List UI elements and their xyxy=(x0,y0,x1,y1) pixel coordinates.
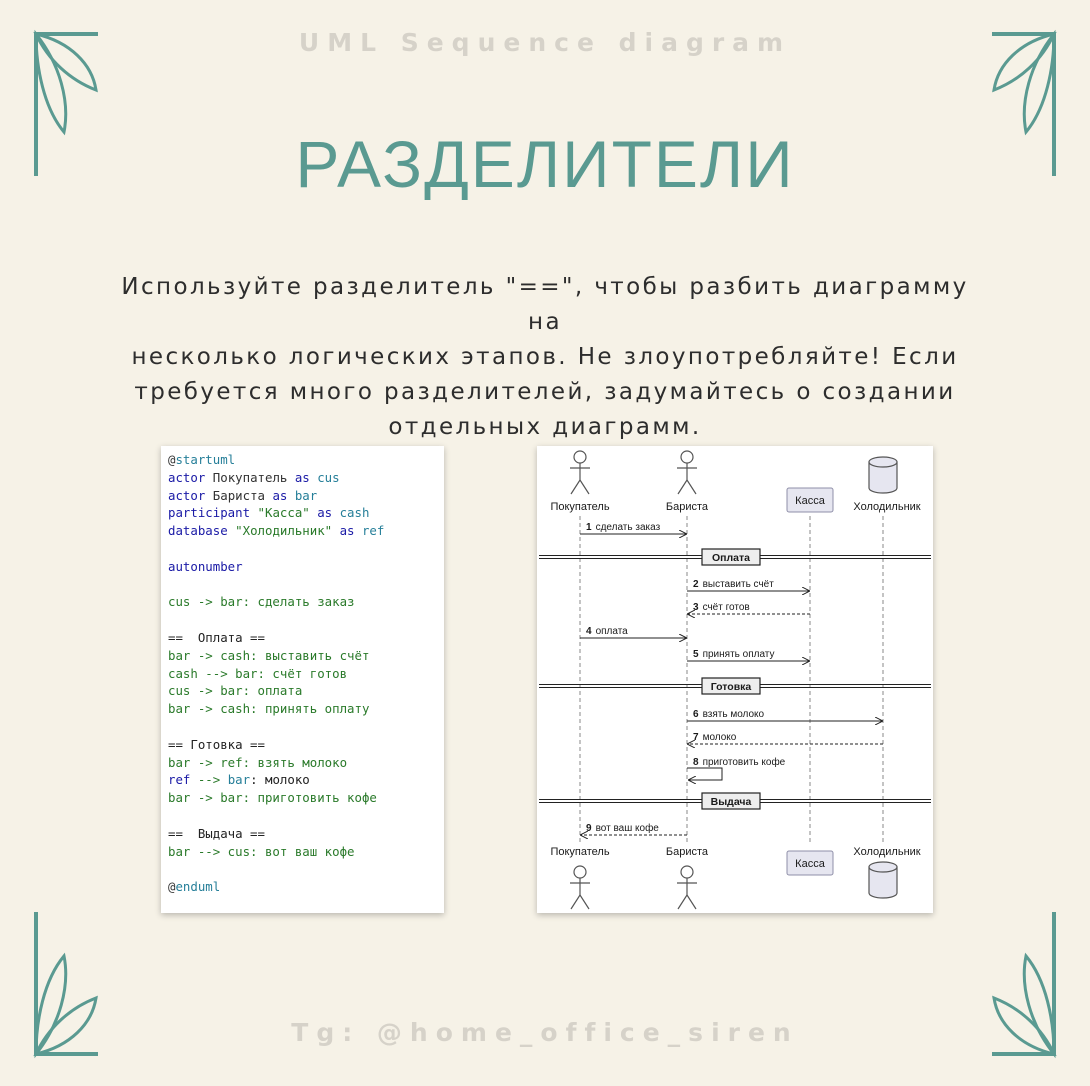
code-line xyxy=(168,523,384,539)
divider-label: Оплата xyxy=(711,552,751,564)
actor-legs xyxy=(678,895,696,909)
participant-label-bar: Бариста xyxy=(665,846,709,858)
code-token: bar -> cash: выставить счёт xyxy=(168,647,370,663)
code-line xyxy=(168,844,355,860)
message-number: 1 xyxy=(586,522,592,533)
message-label xyxy=(693,649,774,660)
message-text: вот ваш кофе xyxy=(595,823,659,834)
message-number: 7 xyxy=(693,732,699,743)
code-line xyxy=(168,488,317,504)
code-line xyxy=(168,666,347,682)
code-line xyxy=(168,452,235,468)
message-number: 4 xyxy=(586,626,592,637)
footer-handle: Tg: @home_office_siren xyxy=(291,1018,799,1047)
code-token: --> xyxy=(190,772,228,788)
intro-line: Используйте разделитель "==", чтобы разбить диаграмму на xyxy=(121,274,969,335)
message-text: оплата xyxy=(595,626,628,637)
code-token: Бариста xyxy=(205,487,273,503)
message-number: 5 xyxy=(693,649,699,660)
intro-text xyxy=(100,270,990,445)
message-label xyxy=(586,822,659,834)
code-token: Покупатель xyxy=(205,469,295,485)
code-token: == Выдача == xyxy=(168,825,265,841)
code-token: as xyxy=(294,469,310,485)
database-top-ref xyxy=(869,457,897,467)
code-token: bar -> bar: приготовить кофе xyxy=(168,790,377,806)
code-line xyxy=(168,879,220,895)
code-token: as xyxy=(339,523,355,539)
message-number: 8 xyxy=(693,757,699,768)
actor-legs xyxy=(678,480,696,494)
actor-figure-cus-bottom xyxy=(570,866,590,909)
actor-legs xyxy=(571,480,589,494)
actor-head xyxy=(681,451,693,463)
code-token: == Готовка == xyxy=(168,736,265,752)
code-token: bar --> cus: вот ваш кофе xyxy=(168,843,355,859)
code-line xyxy=(168,648,369,664)
actor-legs xyxy=(571,895,589,909)
actor-figure-bar-bottom xyxy=(677,866,697,909)
intro-line: несколько логических этапов. Не злоупотребляйте! Если xyxy=(131,344,959,370)
participant-label-cus: Покупатель xyxy=(550,846,610,858)
code-token: actor xyxy=(168,469,206,485)
message-label xyxy=(693,732,737,743)
code-line xyxy=(168,683,302,699)
code-line xyxy=(168,701,369,717)
message-text: молоко xyxy=(702,732,737,743)
sequence-diagram xyxy=(537,446,933,913)
participant-label-cash: Касса xyxy=(795,858,825,870)
participant-label-bar: Бариста xyxy=(665,501,709,513)
code-token: bar -> ref: взять молоко xyxy=(168,754,348,770)
message-text: счёт готов xyxy=(702,602,750,613)
code-token: database xyxy=(168,523,228,539)
code-line xyxy=(168,594,355,610)
participant-label-cash: Касса xyxy=(795,495,825,507)
sequence-diagram-panel xyxy=(537,446,933,913)
code-token: "Холодильник" xyxy=(227,523,340,539)
code-token: : молоко xyxy=(250,772,310,788)
database-top-ref xyxy=(869,862,897,872)
participant-label-cus: Покупатель xyxy=(550,501,610,513)
code-token: cus xyxy=(309,469,340,485)
actor-figure-bar-top xyxy=(677,451,697,494)
divider-label: Готовка xyxy=(710,681,752,693)
code-line xyxy=(168,470,340,486)
message-number: 6 xyxy=(693,709,699,720)
code-token: @ xyxy=(168,879,176,895)
message-label xyxy=(693,709,765,720)
code-line xyxy=(168,630,265,646)
message-label xyxy=(586,626,628,637)
actor-head xyxy=(574,866,586,878)
page-title: РАЗДЕЛИТЕЛИ xyxy=(295,127,795,201)
code-token: actor xyxy=(168,487,206,503)
message-label xyxy=(693,756,786,768)
code-token: cash --> bar: счёт готов xyxy=(168,665,348,681)
message-label xyxy=(586,522,661,533)
message-text: принять оплату xyxy=(702,649,775,660)
message-label xyxy=(693,602,750,613)
actor-head xyxy=(574,451,586,463)
message-label xyxy=(693,579,774,590)
message-text: приготовить кофе xyxy=(702,757,786,768)
participant-label-ref: Холодильник xyxy=(853,846,921,858)
message-number: 9 xyxy=(586,823,592,834)
code-panel xyxy=(161,446,444,913)
code-token: bar -> cash: принять оплату xyxy=(168,701,370,717)
code-token: bar xyxy=(227,772,251,788)
message-text: выставить счёт xyxy=(702,579,774,590)
code-line xyxy=(168,559,243,575)
code-token: cus -> bar: оплата xyxy=(168,683,303,699)
code-token: cus -> bar: сделать заказ xyxy=(168,594,355,610)
message-number: 3 xyxy=(693,602,699,613)
code-token: as xyxy=(317,505,333,521)
intro-line: отдельных диаграмм. xyxy=(388,414,702,440)
message-text: взять молоко xyxy=(702,709,765,720)
code-token: "Касса" xyxy=(250,505,318,521)
divider-label: Выдача xyxy=(710,796,752,808)
intro-line: требуется много разделителей, задумайтесь о создании xyxy=(134,379,956,405)
actor-head xyxy=(681,866,693,878)
code-token: == Оплата == xyxy=(168,630,265,645)
code-token: bar xyxy=(287,487,318,503)
code-token: ref xyxy=(354,523,385,539)
code-token: @ xyxy=(168,452,176,467)
message-text: сделать заказ xyxy=(595,522,661,533)
code-token: autonumber xyxy=(168,558,243,574)
code-token: cash xyxy=(332,505,370,521)
self-message-arrow xyxy=(687,768,722,780)
code-line xyxy=(168,772,310,788)
participant-label-ref: Холодильник xyxy=(853,501,921,513)
code-line xyxy=(168,790,377,806)
code-token: enduml xyxy=(175,879,221,895)
code-line xyxy=(168,755,347,771)
code-line xyxy=(168,737,265,753)
message-number: 2 xyxy=(693,579,699,590)
code-line xyxy=(168,826,265,842)
actor-figure-cus-top xyxy=(570,451,590,494)
code-token: ref xyxy=(168,772,191,788)
code-line xyxy=(168,505,369,521)
top-title: UML Sequence diagram xyxy=(298,28,792,57)
code-token: as xyxy=(272,487,288,503)
code-token: participant xyxy=(168,505,251,521)
code-token: startuml xyxy=(175,452,236,467)
